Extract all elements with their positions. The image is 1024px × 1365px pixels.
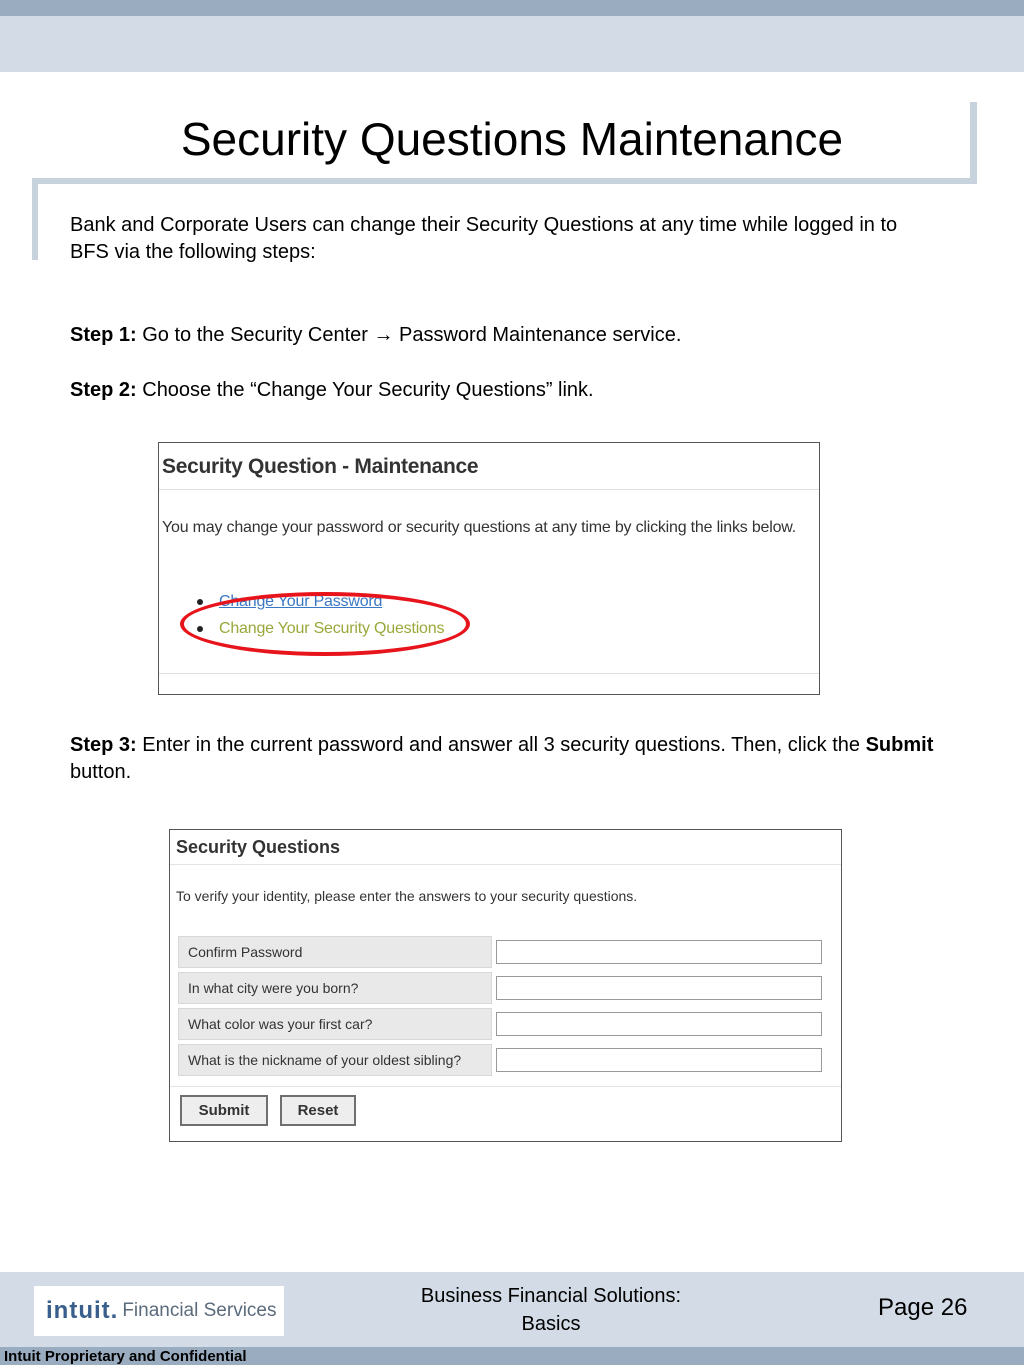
step-2	[70, 377, 950, 404]
intro-text: Bank and Corporate Users can change their Security Questions at any time while logged in to BFS via the following steps:	[70, 214, 898, 263]
sibling-nickname-label: What is the nickname of your oldest sibling?	[178, 1044, 492, 1076]
page-number: Page 26	[878, 1294, 968, 1321]
intuit-logo	[34, 1286, 284, 1336]
step-3-bold: Submit	[865, 734, 934, 756]
step-2-label: Step 2:	[70, 379, 137, 401]
maintenance-screenshot	[158, 442, 820, 695]
slide-title: Security Questions Maintenance	[180, 113, 844, 165]
divider	[159, 489, 819, 490]
maintenance-description: You may change your password or security questions at any time by clicking the links below.	[162, 519, 796, 536]
bullet-icon	[197, 599, 203, 605]
sibling-nickname-input[interactable]	[496, 1048, 822, 1072]
confirm-password-input[interactable]	[496, 940, 822, 964]
birth-city-label: In what city were you born?	[178, 972, 492, 1004]
divider	[170, 1086, 841, 1087]
footer-course-title	[380, 1282, 722, 1338]
top-band	[0, 16, 1024, 72]
reset-button[interactable]: Reset	[280, 1095, 356, 1126]
first-car-label: What color was your first car?	[178, 1008, 492, 1040]
security-questions-heading: Security Questions	[176, 837, 341, 857]
step-3-text: Enter in the current password and answer all 3 security questions. Then, click the	[136, 734, 866, 756]
maintenance-heading: Security Question - Maintenance	[162, 455, 479, 478]
step-2-text: Choose the “Change Your Security Questions” link.	[136, 379, 594, 401]
footer-course-line-1: Business Financial Solutions:	[420, 1285, 682, 1307]
title-frame-bottom	[32, 178, 977, 184]
divider	[159, 673, 819, 674]
birth-city-input[interactable]	[496, 976, 822, 1000]
confirm-password-label: Confirm Password	[178, 936, 492, 968]
step-3	[70, 732, 950, 786]
logo-subtitle: Financial Services	[122, 1300, 277, 1321]
change-password-link-label: Change Your Password	[219, 593, 383, 610]
top-stripe	[0, 0, 1024, 16]
step-3-text-end: button.	[70, 761, 132, 783]
title-frame-left	[32, 178, 38, 260]
footer-course-line-2: Basics	[521, 1313, 581, 1335]
step-1-label: Step 1:	[70, 324, 137, 346]
security-questions-screenshot	[169, 829, 842, 1142]
submit-button[interactable]: Submit	[180, 1095, 268, 1126]
security-questions-description: To verify your identity, please enter the answers to your security questions.	[176, 888, 638, 904]
step-1	[70, 322, 950, 349]
change-security-questions-link-label: Change Your Security Questions	[219, 620, 445, 637]
divider	[170, 864, 841, 865]
first-car-input[interactable]	[496, 1012, 822, 1036]
step-3-label: Step 3:	[70, 734, 137, 756]
logo-dot: .	[110, 1297, 118, 1324]
highlight-oval	[180, 592, 470, 656]
confidential-notice: Intuit Proprietary and Confidential	[4, 1348, 247, 1365]
step-1-text: Go to the Security Center → Password Maintenance service.	[136, 324, 682, 346]
logo-brand: intuit	[46, 1297, 111, 1324]
